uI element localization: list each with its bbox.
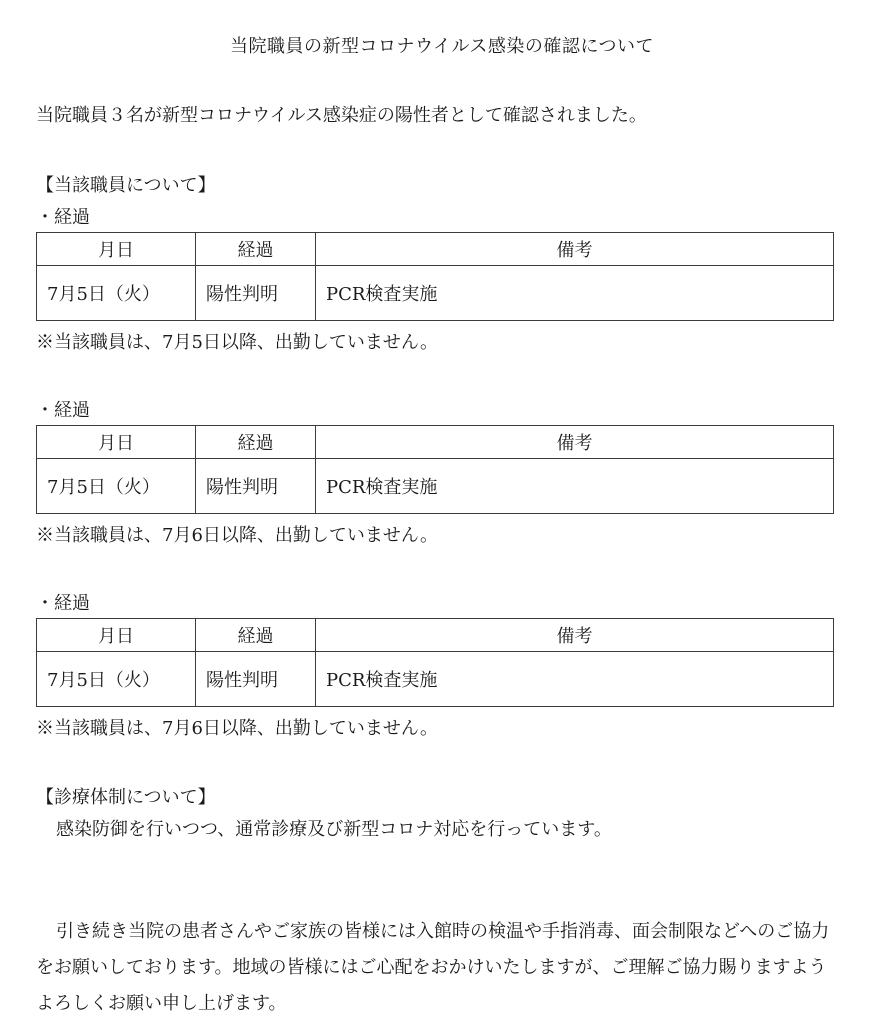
header-date: 月日 — [37, 426, 196, 459]
cell-date: 7月5日（火） — [37, 266, 196, 321]
cell-course: 陽性判明 — [196, 266, 316, 321]
table-row — [37, 266, 834, 321]
staff-section-heading: 【当該職員について】 — [36, 175, 216, 196]
closing-paragraph: 引き続き当院の患者さんやご家族の皆様には入館時の検温や手指消毒、面会制限などへのご協力をお願いしております。地域の皆様にはご心配をおかけいたしますが、ご理解ご協力賜りますようよろしくお願い申し上げます。 — [36, 921, 830, 1014]
document-title: 当院職員の新型コロナウイルス感染の確認について — [229, 36, 655, 57]
header-remarks: 備考 — [316, 619, 834, 652]
table-header-row — [37, 619, 834, 652]
header-course: 経過 — [196, 619, 316, 652]
system-text: 感染防御を行いつつ、通常診療及び新型コロナ対応を行っています。 — [56, 819, 612, 840]
table-row — [37, 459, 834, 514]
cell-course: 陽性判明 — [196, 459, 316, 514]
case-1-bullet: ・経過 — [36, 207, 90, 228]
case-3-note: ※当該職員は、7月6日以降、出勤していません。 — [36, 718, 438, 739]
cell-course: 陽性判明 — [196, 652, 316, 707]
header-course: 経過 — [196, 233, 316, 266]
case-2-table — [36, 425, 834, 514]
case-2-note: ※当該職員は、7月6日以降、出勤していません。 — [36, 525, 438, 546]
cell-remarks: PCR検査実施 — [316, 459, 834, 514]
header-remarks: 備考 — [316, 426, 834, 459]
cell-remarks: PCR検査実施 — [316, 652, 834, 707]
table-header-row — [37, 426, 834, 459]
system-section-heading: 【診療体制について】 — [36, 787, 216, 808]
case-3-bullet: ・経過 — [36, 593, 90, 614]
case-1-note: ※当該職員は、7月5日以降、出勤していません。 — [36, 332, 438, 353]
header-date: 月日 — [37, 619, 196, 652]
cell-date: 7月5日（火） — [37, 459, 196, 514]
table-header-row — [37, 233, 834, 266]
intro-text: 当院職員３名が新型コロナウイルス感染症の陽性者として確認されました。 — [36, 105, 647, 126]
header-remarks: 備考 — [316, 233, 834, 266]
header-date: 月日 — [37, 233, 196, 266]
table-row — [37, 652, 834, 707]
header-course: 経過 — [196, 426, 316, 459]
cell-remarks: PCR検査実施 — [316, 266, 834, 321]
case-2-bullet: ・経過 — [36, 400, 90, 421]
case-1-table — [36, 232, 834, 321]
cell-date: 7月5日（火） — [37, 652, 196, 707]
case-3-table — [36, 618, 834, 707]
